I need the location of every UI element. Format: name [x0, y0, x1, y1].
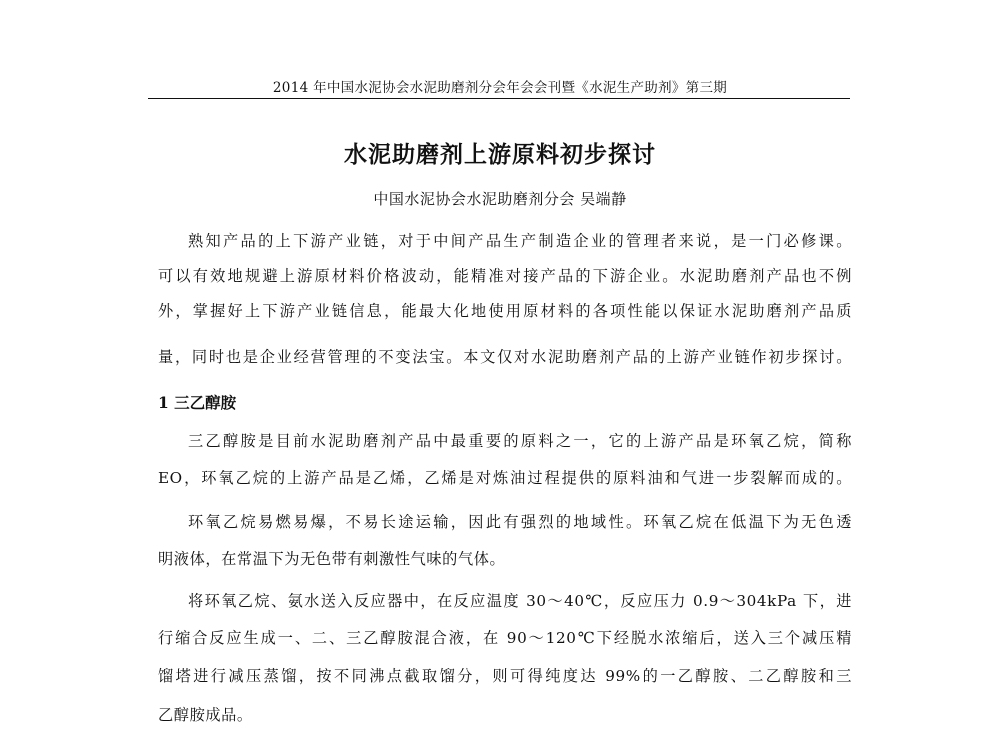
section-heading: 1 三乙醇胺 — [158, 393, 237, 412]
intro-line-1: 熟知产品的上下游产业链，对于中间产品生产制造企业的管理者来说，是一门必修课。 — [188, 232, 852, 250]
section1-para2-line-1: 环氧乙烷易燃易爆，不易长途运输，因此有强烈的地域性。环氧乙烷在低温下为无色透 — [188, 513, 852, 531]
article-title: 水泥助磨剂上游原料初步探讨 — [344, 141, 656, 168]
section1-para1-line-1: 三乙醇胺是目前水泥助磨剂产品中最重要的原料之一，它的上游产品是环氧乙烷，简称 — [188, 432, 852, 450]
section1-para2-line-2: 明液体，在常温下为无色带有刺激性气味的气体。 — [158, 550, 506, 568]
header-rule — [148, 98, 850, 99]
intro-line-2: 可以有效地规避上游原材料价格波动，能精准对接产品的下游企业。水泥助磨剂产品也不例 — [158, 267, 852, 285]
section1-para3-line-1: 将环氧乙烷、氨水送入反应器中，在反应温度 30～40℃，反应压力 0.9～304kPa 下，进 — [188, 592, 852, 610]
section1-para3-line-2: 行缩合反应生成一、二、三乙醇胺混合液，在 90～120℃下经脱水浓缩后，送入三个减压精 — [158, 629, 852, 647]
article-author: 中国水泥协会水泥助磨剂分会 吴端静 — [373, 190, 627, 208]
section1-para3-line-4: 乙醇胺成品。 — [158, 706, 253, 724]
intro-line-3: 外，掌握好上下游产业链信息，能最大化地使用原材料的各项性能以保证水泥助磨剂产品质 — [158, 302, 852, 320]
section1-para3-line-3: 馏塔进行减压蒸馏，按不同沸点截取馏分，则可得纯度达 99%的一乙醇胺、二乙醇胺和三 — [158, 667, 852, 685]
section1-para1-line-2: EO，环氧乙烷的上游产品是乙烯，乙烯是对炼油过程提供的原料油和气进一步裂解而成的。 — [158, 469, 852, 487]
running-header: 2014 年中国水泥协会水泥助磨剂分会年会会刊暨《水泥生产助剂》第三期 — [272, 80, 728, 96]
intro-line-4: 量，同时也是企业经营管理的不变法宝。本文仅对水泥助磨剂产品的上游产业链作初步探讨。 — [158, 348, 852, 366]
